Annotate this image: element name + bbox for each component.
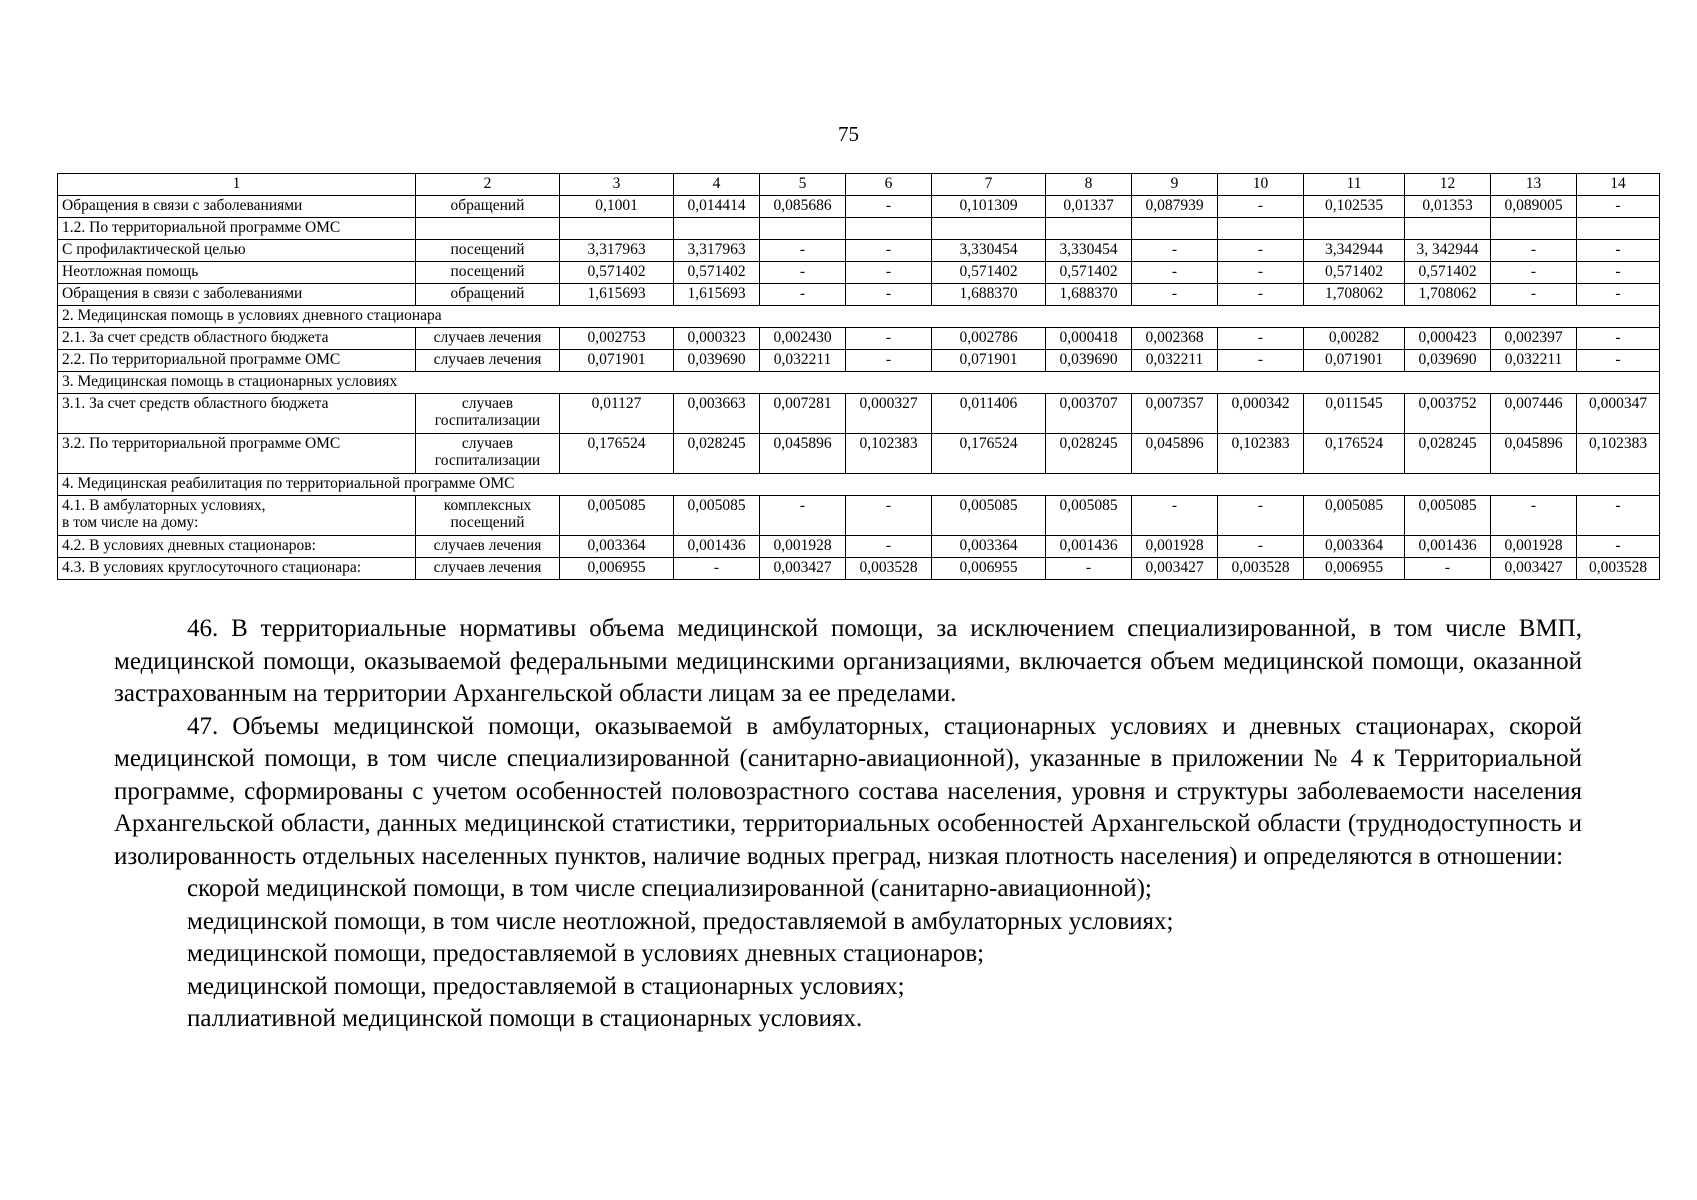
value-cell xyxy=(1577,218,1660,240)
section-title: 4. Медицинская реабилитация по территориальной программе ОМС xyxy=(58,474,1660,496)
value-cell: - xyxy=(760,284,846,306)
value-cell: 0,01127 xyxy=(560,394,674,434)
value-cell: - xyxy=(1577,262,1660,284)
value-cell: 0,571402 xyxy=(932,262,1046,284)
column-number-header: 8 xyxy=(1046,174,1132,196)
value-cell: - xyxy=(1577,240,1660,262)
value-cell xyxy=(1218,218,1304,240)
value-cell xyxy=(560,218,674,240)
table-row xyxy=(58,394,1660,434)
unit-cell: случаев лечения xyxy=(416,536,560,558)
row-label: 4.1. В амбулаторных условиях, в том числе на дому: xyxy=(58,496,416,536)
value-cell: 0,102535 xyxy=(1304,196,1405,218)
row-label: 4.2. В условиях дневных стационаров: xyxy=(58,536,416,558)
section-title: 3. Медицинская помощь в стационарных условиях xyxy=(58,372,1660,394)
value-cell: 0,087939 xyxy=(1132,196,1218,218)
value-cell: 0,011406 xyxy=(932,394,1046,434)
value-cell: 0,000347 xyxy=(1577,394,1660,434)
value-cell: - xyxy=(1046,558,1132,580)
row-label: 3.2. По территориальной программе ОМС xyxy=(58,434,416,474)
value-cell: 0,003528 xyxy=(846,558,932,580)
value-cell: 1,708062 xyxy=(1304,284,1405,306)
value-cell: 1,615693 xyxy=(560,284,674,306)
table-row xyxy=(58,328,1660,350)
value-cell: 0,101309 xyxy=(932,196,1046,218)
value-cell: 0,176524 xyxy=(560,434,674,474)
value-cell: - xyxy=(1491,240,1577,262)
value-cell: 0,032211 xyxy=(1132,350,1218,372)
value-cell: 0,001928 xyxy=(760,536,846,558)
value-cell: - xyxy=(1132,284,1218,306)
value-cell: 0,045896 xyxy=(1491,434,1577,474)
value-cell: 0,002753 xyxy=(560,328,674,350)
value-cell: 3,330454 xyxy=(932,240,1046,262)
value-cell: 0,000418 xyxy=(1046,328,1132,350)
value-cell: 0,000327 xyxy=(846,394,932,434)
page-number: 75 xyxy=(838,122,859,146)
value-cell xyxy=(1132,218,1218,240)
value-cell: 0,006955 xyxy=(560,558,674,580)
value-cell: 0,002368 xyxy=(1132,328,1218,350)
value-cell: 0,028245 xyxy=(1046,434,1132,474)
list-item: медицинской помощи, в том числе неотложной, предоставляемой в амбулаторных условиях; xyxy=(187,907,1174,935)
unit-cell: посещений xyxy=(416,262,560,284)
unit-cell: случаев лечения xyxy=(416,558,560,580)
unit-cell xyxy=(416,218,560,240)
unit-cell: случаев госпитализации xyxy=(416,394,560,434)
value-cell: - xyxy=(1577,496,1660,536)
column-number-header: 14 xyxy=(1577,174,1660,196)
value-cell: - xyxy=(846,240,932,262)
value-cell: 0,571402 xyxy=(1304,262,1405,284)
body-text xyxy=(114,613,1582,1036)
value-cell: - xyxy=(1218,240,1304,262)
value-cell: - xyxy=(1577,350,1660,372)
unit-cell: обращений xyxy=(416,196,560,218)
value-cell: 0,006955 xyxy=(1304,558,1405,580)
value-cell: 3,317963 xyxy=(674,240,760,262)
list-item: паллиативной медицинской помощи в стационарных условиях. xyxy=(187,1005,863,1032)
value-cell: - xyxy=(760,262,846,284)
volume-norms-table xyxy=(57,173,1660,580)
table-row xyxy=(58,350,1660,372)
value-cell: 0,002430 xyxy=(760,328,846,350)
table-row xyxy=(58,240,1660,262)
column-number-header: 6 xyxy=(846,174,932,196)
paragraph: 47. Объемы медицинской помощи, оказываемой в амбулаторных, стационарных условиях и дневных стационарах, скорой медицинской помощи, в том числе специализированной (санитарно-авиационной), указанные в приложении № 4 к Территориальной программе, сформированы с учетом особенностей половозрастного состава населения, уровня и структуры заболеваемости населения Архангельской области, данных медицинской статистики, территориальных особенностей Архангельской области (труднодоступность и изолированность отдельных населенных пунктов, наличие водных преград, низкая плотность населения) и определяются в отношении: xyxy=(114,712,1582,870)
column-number-header: 12 xyxy=(1405,174,1491,196)
value-cell: 0,028245 xyxy=(674,434,760,474)
column-number-header: 3 xyxy=(560,174,674,196)
value-cell: 0,102383 xyxy=(1577,434,1660,474)
value-cell: - xyxy=(846,196,932,218)
value-cell: - xyxy=(1577,196,1660,218)
unit-cell: посещений xyxy=(416,240,560,262)
value-cell: - xyxy=(1405,558,1491,580)
value-cell: - xyxy=(760,240,846,262)
value-cell: 0,007281 xyxy=(760,394,846,434)
value-cell: 0,005085 xyxy=(1046,496,1132,536)
paragraph: 46. В территориальные нормативы объема медицинской помощи, за исключением специализированной, в том числе ВМП, медицинской помощи, оказываемой федеральными медицинскими организациями, включается объем медицинской помощи, оказанной застрахованным на территории Архангельской области лицам за ее пределами. xyxy=(114,615,1582,707)
value-cell: 3,317963 xyxy=(560,240,674,262)
table-row xyxy=(58,558,1660,580)
value-cell: 0,000423 xyxy=(1405,328,1491,350)
value-cell: - xyxy=(1218,536,1304,558)
column-number-header: 5 xyxy=(760,174,846,196)
unit-cell: случаев госпитализации xyxy=(416,434,560,474)
value-cell: 0,001928 xyxy=(1132,536,1218,558)
value-cell xyxy=(1491,218,1577,240)
value-cell: 0,085686 xyxy=(760,196,846,218)
unit-cell: обращений xyxy=(416,284,560,306)
value-cell: - xyxy=(846,328,932,350)
value-cell: 0,006955 xyxy=(932,558,1046,580)
unit-cell: комплексных посещений xyxy=(416,496,560,536)
value-cell: 0,01337 xyxy=(1046,196,1132,218)
column-number-header: 7 xyxy=(932,174,1046,196)
section-row xyxy=(58,372,1660,394)
unit-cell: случаев лечения xyxy=(416,350,560,372)
value-cell xyxy=(1304,218,1405,240)
value-cell: 0,00282 xyxy=(1304,328,1405,350)
value-cell: 0,071901 xyxy=(1304,350,1405,372)
value-cell: 0,071901 xyxy=(932,350,1046,372)
row-label: Неотложная помощь xyxy=(58,262,416,284)
list-item: скорой медицинской помощи, в том числе специализированной (санитарно-авиационной); xyxy=(187,875,1152,902)
value-cell: 0,001436 xyxy=(674,536,760,558)
value-cell: - xyxy=(846,284,932,306)
value-cell: 0,102383 xyxy=(1218,434,1304,474)
value-cell: - xyxy=(760,496,846,536)
value-cell: - xyxy=(1218,262,1304,284)
value-cell: 0,003427 xyxy=(760,558,846,580)
column-number-header: 2 xyxy=(416,174,560,196)
section-row xyxy=(58,474,1660,496)
value-cell: 3,342944 xyxy=(1304,240,1405,262)
value-cell: 0,005085 xyxy=(560,496,674,536)
table-header-row xyxy=(58,174,1660,196)
value-cell: 1,615693 xyxy=(674,284,760,306)
value-cell: 0,005085 xyxy=(932,496,1046,536)
row-label: 2.1. За счет средств областного бюджета xyxy=(58,328,416,350)
value-cell: 0,011545 xyxy=(1304,394,1405,434)
value-cell: 0,003663 xyxy=(674,394,760,434)
value-cell: 1,708062 xyxy=(1405,284,1491,306)
value-cell: 0,003364 xyxy=(1304,536,1405,558)
value-cell: 0,000323 xyxy=(674,328,760,350)
row-label: С профилактической целью xyxy=(58,240,416,262)
value-cell: - xyxy=(1132,240,1218,262)
value-cell: 0,005085 xyxy=(1405,496,1491,536)
value-cell: - xyxy=(1218,328,1304,350)
value-cell: 0,571402 xyxy=(674,262,760,284)
column-number-header: 9 xyxy=(1132,174,1218,196)
value-cell: 0,571402 xyxy=(1046,262,1132,284)
list-item: медицинской помощи, предоставляемой в стационарных условиях; xyxy=(187,972,905,1000)
value-cell: - xyxy=(674,558,760,580)
value-cell: 0,176524 xyxy=(932,434,1046,474)
value-cell: 0,003528 xyxy=(1577,558,1660,580)
value-cell: - xyxy=(1132,496,1218,536)
table-row xyxy=(58,218,1660,240)
value-cell: 0,003707 xyxy=(1046,394,1132,434)
value-cell: 0,003427 xyxy=(1132,558,1218,580)
value-cell: - xyxy=(1218,350,1304,372)
value-cell: 0,005085 xyxy=(1304,496,1405,536)
value-cell: - xyxy=(1577,536,1660,558)
value-cell: 0,007446 xyxy=(1491,394,1577,434)
value-cell: - xyxy=(1218,196,1304,218)
value-cell: 1,688370 xyxy=(1046,284,1132,306)
value-cell: 0,01353 xyxy=(1405,196,1491,218)
value-cell: - xyxy=(846,350,932,372)
table-row xyxy=(58,262,1660,284)
value-cell xyxy=(1046,218,1132,240)
table-row xyxy=(58,434,1660,474)
value-cell: 0,007357 xyxy=(1132,394,1218,434)
value-cell: 0,003364 xyxy=(932,536,1046,558)
value-cell: 0,071901 xyxy=(560,350,674,372)
value-cell: 0,000342 xyxy=(1218,394,1304,434)
value-cell: - xyxy=(1218,284,1304,306)
value-cell: 0,001928 xyxy=(1491,536,1577,558)
value-cell: - xyxy=(1218,496,1304,536)
value-cell: - xyxy=(1577,328,1660,350)
row-label: Обращения в связи с заболеваниями xyxy=(58,284,416,306)
value-cell: - xyxy=(846,496,932,536)
value-cell: 0,032211 xyxy=(1491,350,1577,372)
list-item: медицинской помощи, предоставляемой в условиях дневных стационаров; xyxy=(187,940,985,967)
value-cell: 0,003528 xyxy=(1218,558,1304,580)
value-cell: 0,045896 xyxy=(760,434,846,474)
value-cell: 0,176524 xyxy=(1304,434,1405,474)
value-cell: 0,014414 xyxy=(674,196,760,218)
value-cell: 3, 342944 xyxy=(1405,240,1491,262)
value-cell xyxy=(846,218,932,240)
value-cell: 0,045896 xyxy=(1132,434,1218,474)
value-cell: 0,039690 xyxy=(1046,350,1132,372)
value-cell: 3,330454 xyxy=(1046,240,1132,262)
table-row xyxy=(58,536,1660,558)
table-row xyxy=(58,196,1660,218)
column-number-header: 1 xyxy=(58,174,416,196)
row-label: 2.2. По территориальной программе ОМС xyxy=(58,350,416,372)
value-cell: 0,039690 xyxy=(674,350,760,372)
value-cell: - xyxy=(1577,284,1660,306)
row-label: 3.1. За счет средств областного бюджета xyxy=(58,394,416,434)
value-cell: - xyxy=(1491,262,1577,284)
section-row xyxy=(58,306,1660,328)
value-cell: - xyxy=(846,262,932,284)
column-number-header: 13 xyxy=(1491,174,1577,196)
value-cell: - xyxy=(1491,496,1577,536)
value-cell: - xyxy=(846,536,932,558)
value-cell: - xyxy=(1491,284,1577,306)
value-cell: 0,039690 xyxy=(1405,350,1491,372)
value-cell xyxy=(1405,218,1491,240)
value-cell xyxy=(760,218,846,240)
value-cell: 0,002786 xyxy=(932,328,1046,350)
section-title: 2. Медицинская помощь в условиях дневного стационара xyxy=(58,306,1660,328)
table-row xyxy=(58,284,1660,306)
row-label: Обращения в связи с заболеваниями xyxy=(58,196,416,218)
value-cell: 0,089005 xyxy=(1491,196,1577,218)
column-number-header: 4 xyxy=(674,174,760,196)
value-cell: 0,001436 xyxy=(1405,536,1491,558)
value-cell xyxy=(932,218,1046,240)
table-row xyxy=(58,496,1660,536)
value-cell: 1,688370 xyxy=(932,284,1046,306)
value-cell: 0,002397 xyxy=(1491,328,1577,350)
row-label: 1.2. По территориальной программе ОМС xyxy=(58,218,416,240)
column-number-header: 11 xyxy=(1304,174,1405,196)
value-cell: - xyxy=(1132,262,1218,284)
column-number-header: 10 xyxy=(1218,174,1304,196)
unit-cell: случаев лечения xyxy=(416,328,560,350)
value-cell: 0,1001 xyxy=(560,196,674,218)
row-label: 4.3. В условиях круглосуточного стационара: xyxy=(58,558,416,580)
value-cell xyxy=(674,218,760,240)
value-cell: 0,032211 xyxy=(760,350,846,372)
value-cell: 0,003427 xyxy=(1491,558,1577,580)
value-cell: 0,102383 xyxy=(846,434,932,474)
value-cell: 0,571402 xyxy=(1405,262,1491,284)
value-cell: 0,028245 xyxy=(1405,434,1491,474)
value-cell: 0,001436 xyxy=(1046,536,1132,558)
value-cell: 0,003364 xyxy=(560,536,674,558)
value-cell: 0,005085 xyxy=(674,496,760,536)
value-cell: 0,571402 xyxy=(560,262,674,284)
value-cell: 0,003752 xyxy=(1405,394,1491,434)
